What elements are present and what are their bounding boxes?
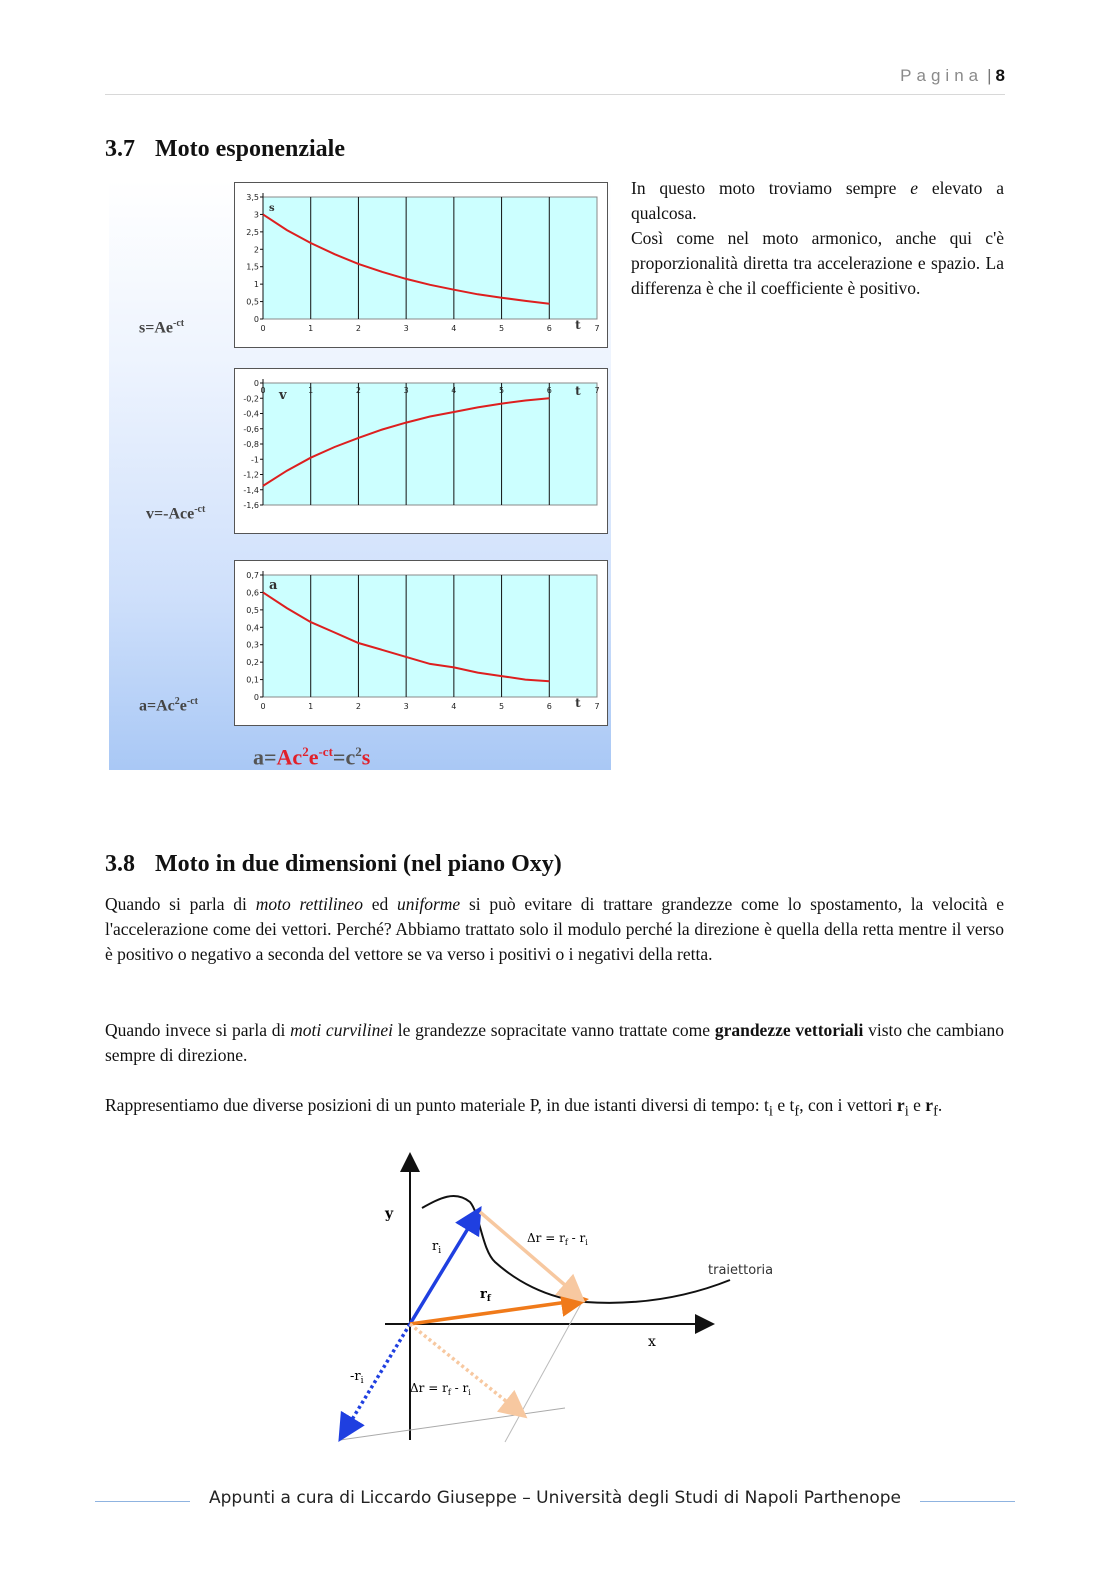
x-tick-label: 1 [308,702,314,711]
rf-label: $r_f$ [480,1287,491,1304]
y-tick-label: 2 [253,245,259,255]
section-number: 3.8 [105,851,135,877]
x-tick-label: 1 [308,324,314,333]
y-tick-label: -1,6 [243,501,259,510]
y-tick-label: 1,5 [246,262,259,272]
position-chart-svg [235,183,607,347]
x-tick-label: 0 [260,324,266,333]
construction-line [340,1408,565,1440]
y-tick-label: -1 [251,455,259,465]
paragraph-curvilinear: Quando invece si parla di moti curvilinei le grandezze sopracitate vanno trattate come grandezze vettoriali visto che cambiano sempre di direzione. [105,1020,1004,1065]
y-tick-label: 3,5 [246,193,259,202]
footer-text: Appunti a cura di Liccardo Giuseppe – Università degli Studi di Napoli Parthenope [201,1488,909,1508]
delta-r-bottom-label: $\Delta r = r_f - r_i$ [410,1381,471,1397]
plot-area [263,575,597,697]
y-tick-label: 3 [253,210,259,220]
x-axis-label: t [575,384,581,398]
plot-area [263,197,597,319]
a-formula: $a=Ac^2e^{-ct}$ [139,696,198,715]
x-tick-label: 2 [355,324,361,333]
y-tick-label: -1,4 [243,485,259,495]
rf-vector [410,1300,582,1324]
section-title: Moto in due dimensioni (nel piano Oxy) [155,851,562,877]
exponential-motion-figure [109,180,611,770]
negative-ri-label: $-r_i$ [350,1369,364,1386]
y-tick-label: 0 [253,379,259,388]
y-axis-label: y [385,1206,394,1222]
page-label: Pagina [900,66,984,85]
y-tick-label: 0 [253,315,259,324]
series-label: a [269,578,278,593]
x-tick-label: 6 [546,702,552,711]
x-tick-label: 7 [594,702,600,711]
y-tick-label: 1 [253,280,259,290]
acceleration-equation: $a=Ac^2e^{-ct}=c^2s$ [253,744,371,770]
x-axis-label: t [575,318,581,332]
header-separator: | [987,66,992,85]
x-tick-label: 5 [499,386,505,395]
x-tick-label: 3 [403,324,409,333]
y-tick-label: -0,2 [243,394,259,404]
y-tick-label: 0,1 [246,675,259,685]
y-tick-label: 0,5 [246,297,259,307]
ri-vector [410,1212,478,1324]
x-tick-label: 4 [451,324,457,333]
delta-r-constructed-vector [410,1324,522,1414]
x-tick-label: 0 [260,702,266,711]
series-label: s [269,203,275,214]
section-3-8-heading [105,851,562,878]
s-formula: $s=Ae^{-ct}$ [139,318,185,337]
x-tick-label: 2 [355,702,361,711]
x-axis-label: x [648,1334,656,1350]
x-tick-label: 6 [546,324,552,333]
x-axis-label: t [575,696,581,710]
y-tick-label: -1,2 [243,470,259,480]
y-tick-label: 2,5 [246,227,259,237]
section-title: Moto esponenziale [155,136,345,162]
v-formula: v=-Ace$^{-ct}$ [146,504,206,523]
page-footer [95,1488,1015,1518]
x-tick-label: 5 [499,702,505,711]
y-tick-label: 0,2 [246,658,259,668]
velocity-chart-svg [235,369,607,533]
ri-label: $r_i$ [432,1239,442,1256]
paragraph-rectilinear: Quando si parla di moto rettilineo ed uniforme si può evitare di trattare grandezze come lo spostamento, la velocità e l'accelerazione come dei vettori. Perché? Abbiamo trattato solo il modulo perché la direzione è quella della retta mentre il verso è positivo o negativo a seconda del vettore se va verso i positivi o i negativi della retta. [105,894,1004,964]
y-tick-label: 0 [253,693,259,702]
x-tick-label: 4 [451,386,457,395]
x-tick-label: 6 [546,386,552,395]
y-tick-label: 0,4 [246,623,259,633]
y-tick-label: -0,4 [243,409,259,419]
y-tick-label: -0,8 [243,440,259,449]
series-label: v [279,388,287,403]
chart-acceleration [234,560,608,726]
x-tick-label: 7 [594,324,600,333]
page-number: 8 [995,66,1005,85]
section-number: 3.7 [105,136,135,162]
x-tick-label: 4 [451,702,457,711]
trajectory-curve [422,1196,730,1303]
y-tick-label: 0,3 [246,640,259,650]
vector-diagram [330,1150,790,1450]
x-tick-label: 2 [355,386,361,395]
page-header [105,66,1005,95]
y-tick-label: -0,6 [243,424,259,434]
y-tick-label: 0,5 [246,605,259,615]
exponential-description: In questo moto troviamo sempre e elevato a qualcosa. Così come nel moto armonico, anche qui c'è proporzionalità diretta tra accelerazione e spazio. La differenza è che il coefficiente è positivo. [631,178,1004,298]
chart-position [234,182,608,348]
x-tick-label: 3 [403,386,409,395]
delta-r-top-label: $\Delta r = r_f - r_i$ [527,1231,588,1247]
trajectory-label: traiettoria [708,1263,774,1278]
acceleration-chart-svg [235,561,607,725]
x-tick-label: 0 [260,386,266,395]
x-tick-label: 1 [308,386,314,395]
y-tick-label: 0,7 [246,571,259,580]
chart-velocity [234,368,608,534]
paragraph-positions: Rappresentiamo due diverse posizioni di un punto materiale P, in due istanti diversi di tempo: $t_i$ e $t_f$, con i vettori $r_i$ e $r_f$. [105,1095,943,1120]
x-tick-label: 3 [403,702,409,711]
x-tick-label: 7 [594,386,600,395]
y-tick-label: 0,6 [246,588,259,598]
plot-area [263,383,600,505]
x-tick-label: 5 [499,324,505,333]
section-3-7-heading [105,136,345,163]
